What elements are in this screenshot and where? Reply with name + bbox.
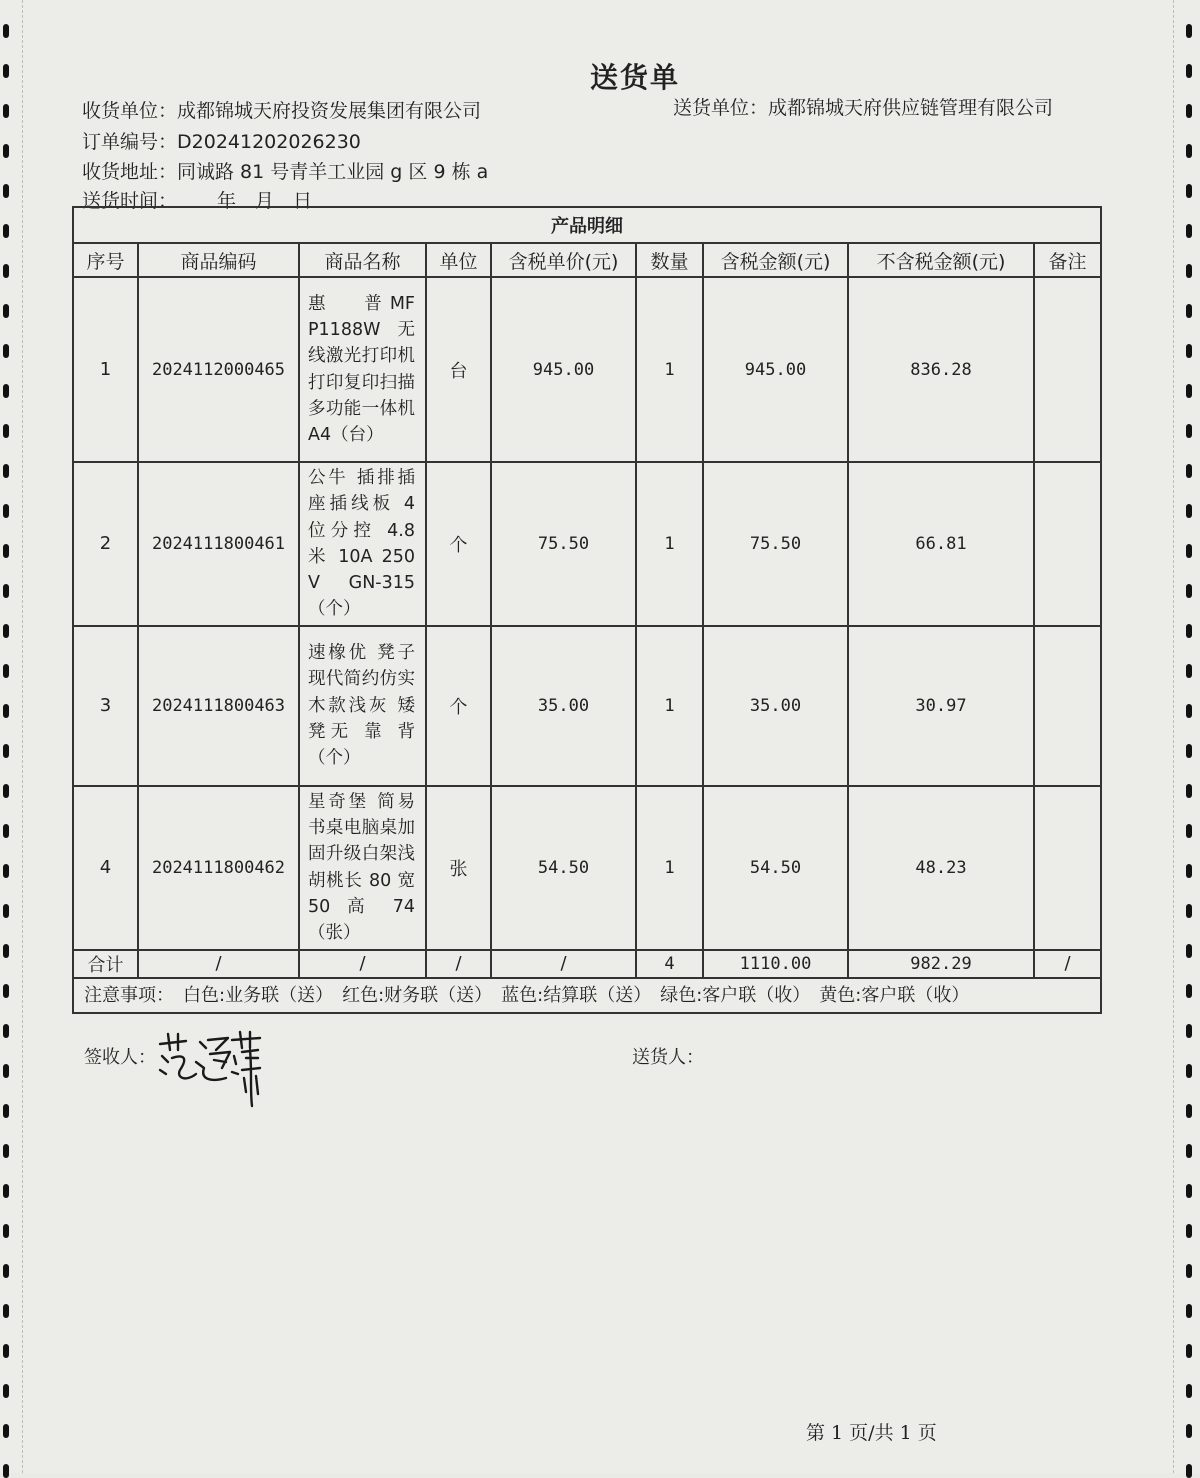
tractor-hole [3, 1024, 9, 1038]
notes-row [73, 978, 1101, 1013]
col-header-qty: 数量 [636, 243, 703, 277]
tractor-hole [3, 984, 9, 998]
tractor-hole [1186, 424, 1192, 438]
tractor-hole [3, 1264, 9, 1278]
tractor-hole [3, 1184, 9, 1198]
col-header-remark: 备注 [1034, 243, 1101, 277]
col-header-no: 序号 [73, 243, 138, 277]
tractor-hole [1186, 1464, 1192, 1478]
tractor-hole [3, 144, 9, 158]
col-header-name: 商品名称 [299, 243, 426, 277]
row-code: 2024111800463 [138, 626, 299, 786]
document-title: 送货单 [589, 61, 680, 94]
delivery-time-value: 年 月 日 [217, 190, 313, 212]
total-label: 合计 [73, 950, 138, 978]
order-label: 订单编号： [82, 131, 178, 153]
row-unit: 个 [426, 462, 491, 626]
row-price: 54.50 [491, 786, 636, 950]
tractor-hole [1186, 1224, 1192, 1238]
tractor-hole [3, 504, 9, 518]
tractor-hole [3, 704, 9, 718]
tractor-hole [3, 224, 9, 238]
row-price: 35.00 [491, 626, 636, 786]
table-row [73, 786, 1101, 950]
tractor-hole [1186, 1184, 1192, 1198]
tractor-hole [1186, 1304, 1192, 1318]
row-price: 945.00 [491, 277, 636, 462]
tractor-hole [1186, 584, 1192, 598]
tractor-hole [1186, 864, 1192, 878]
tractor-hole [3, 184, 9, 198]
address-value: 同诚路 81 号青羊工业园 g 区 9 栋 a [177, 161, 489, 183]
tractor-hole [1186, 304, 1192, 318]
row-unit: 台 [426, 277, 491, 462]
order-number: D20241202026230 [177, 131, 361, 153]
tractor-hole [1186, 1064, 1192, 1078]
tractor-hole [1186, 1144, 1192, 1158]
product-detail-table [72, 206, 1102, 1014]
tractor-hole [1186, 144, 1192, 158]
total-row [73, 950, 1101, 978]
tractor-hole [1186, 544, 1192, 558]
tractor-hole [1186, 184, 1192, 198]
left-tractor-strip [0, 0, 23, 1473]
tractor-hole [1186, 944, 1192, 958]
sender-value: 成都锦城天府供应链管理有限公司 [768, 97, 1054, 119]
row-no: 3 [73, 626, 138, 786]
row-qty: 1 [636, 626, 703, 786]
tractor-hole [3, 824, 9, 838]
tractor-hole [3, 744, 9, 758]
column-header-row [73, 243, 1101, 277]
row-code: 2024111800461 [138, 462, 299, 626]
sender-label: 送货单位： [673, 97, 769, 119]
tractor-hole [1186, 904, 1192, 918]
col-header-amount: 含税金额(元) [703, 243, 848, 277]
total-unit: / [426, 950, 491, 978]
tractor-hole [1186, 264, 1192, 278]
row-name: 公牛 插排插座插线板 4 位分控 4.8 米 10A 250V GN-315（个） [299, 462, 426, 626]
section-title: 产品明细 [73, 207, 1101, 243]
tractor-hole [1186, 824, 1192, 838]
row-qty: 1 [636, 277, 703, 462]
total-remark: / [1034, 950, 1101, 978]
receiver-line [82, 96, 481, 123]
total-qty: 4 [636, 950, 703, 978]
tractor-hole [1186, 744, 1192, 758]
row-unit: 张 [426, 786, 491, 950]
total-name: / [299, 950, 426, 978]
tractor-hole [3, 464, 9, 478]
tractor-hole [3, 1064, 9, 1078]
row-remark [1034, 786, 1101, 950]
table-row [73, 626, 1101, 786]
row-no: 2 [73, 462, 138, 626]
delivery-time-label: 送货时间： [82, 190, 178, 212]
row-unit: 个 [426, 626, 491, 786]
col-header-unit: 单位 [426, 243, 491, 277]
tractor-hole [3, 1464, 9, 1478]
receiver-value: 成都锦城天府投资发展集团有限公司 [177, 100, 482, 122]
tractor-hole [3, 344, 9, 358]
total-price: / [491, 950, 636, 978]
right-tractor-strip [1173, 0, 1200, 1473]
row-code: 2024111800462 [138, 786, 299, 950]
receiver-label: 收货单位： [82, 100, 178, 122]
tractor-hole [3, 1144, 9, 1158]
tractor-hole [3, 1224, 9, 1238]
tractor-hole [1186, 1384, 1192, 1398]
total-net: 982.29 [848, 950, 1034, 978]
tractor-hole [1186, 1024, 1192, 1038]
tractor-hole [3, 1384, 9, 1398]
tractor-hole [3, 264, 9, 278]
row-net: 30.97 [848, 626, 1034, 786]
address-label: 收货地址： [82, 161, 178, 183]
row-net: 66.81 [848, 462, 1034, 626]
row-net: 836.28 [848, 277, 1034, 462]
tractor-hole [3, 104, 9, 118]
tractor-hole [3, 784, 9, 798]
deliverer-label: 送货人： [632, 1047, 704, 1068]
row-amount: 75.50 [703, 462, 848, 626]
tractor-hole [1186, 1424, 1192, 1438]
total-code: / [138, 950, 299, 978]
row-amount: 54.50 [703, 786, 848, 950]
tractor-hole [3, 584, 9, 598]
notes-text: 注意事项： 白色:业务联（送） 红色:财务联（送） 蓝色:结算联（送） 绿色:客户联（收） 黄色:客户联（收） [73, 978, 1101, 1013]
tractor-hole [1186, 664, 1192, 678]
row-amount: 945.00 [703, 277, 848, 462]
row-remark [1034, 626, 1101, 786]
row-remark [1034, 277, 1101, 462]
row-name: 速橡优 凳子现代简约仿实木款浅灰 矮凳无 靠 背（个） [299, 626, 426, 786]
tractor-hole [1186, 104, 1192, 118]
row-qty: 1 [636, 786, 703, 950]
table-row [73, 462, 1101, 626]
tractor-hole [3, 904, 9, 918]
order-line [82, 127, 361, 154]
tractor-hole [3, 1424, 9, 1438]
row-name: 星奇堡 简易书桌电脑桌加固升级白架浅胡桃长 80 宽 50 高 74（张） [299, 786, 426, 950]
tractor-hole [1186, 224, 1192, 238]
page-number: 第 1 页/共 1 页 [806, 1422, 937, 1444]
sender-line [673, 93, 1053, 120]
row-no: 1 [73, 277, 138, 462]
tractor-hole [3, 944, 9, 958]
address-line [82, 157, 488, 184]
handwritten-signature [156, 1028, 266, 1114]
tractor-hole [3, 864, 9, 878]
tractor-hole [3, 1304, 9, 1318]
tractor-hole [1186, 1344, 1192, 1358]
tractor-hole [3, 1344, 9, 1358]
tractor-hole [1186, 784, 1192, 798]
tractor-hole [1186, 384, 1192, 398]
tractor-hole [1186, 1104, 1192, 1118]
tractor-hole [1186, 24, 1192, 38]
col-header-net: 不含税金额(元) [848, 243, 1034, 277]
row-name: 惠 普 MFP1188W 无线激光打印机 打印复印扫描多功能一体机 A4（台） [299, 277, 426, 462]
tractor-hole [1186, 464, 1192, 478]
tractor-hole [3, 384, 9, 398]
col-header-price: 含税单价(元) [491, 243, 636, 277]
col-header-code: 商品编码 [138, 243, 299, 277]
row-qty: 1 [636, 462, 703, 626]
row-code: 2024112000465 [138, 277, 299, 462]
tractor-hole [3, 624, 9, 638]
row-amount: 35.00 [703, 626, 848, 786]
row-net: 48.23 [848, 786, 1034, 950]
tractor-hole [3, 24, 9, 38]
tractor-hole [1186, 704, 1192, 718]
tractor-hole [3, 304, 9, 318]
row-remark [1034, 462, 1101, 626]
signer-label: 签收人： [84, 1047, 156, 1068]
row-no: 4 [73, 786, 138, 950]
tractor-hole [3, 664, 9, 678]
tractor-hole [1186, 624, 1192, 638]
section-header-row [73, 207, 1101, 243]
tractor-hole [3, 544, 9, 558]
row-price: 75.50 [491, 462, 636, 626]
tractor-hole [1186, 984, 1192, 998]
tractor-hole [3, 1104, 9, 1118]
tractor-hole [1186, 504, 1192, 518]
tractor-hole [3, 424, 9, 438]
total-amount: 1110.00 [703, 950, 848, 978]
table-row [73, 277, 1101, 462]
tractor-hole [1186, 1264, 1192, 1278]
tractor-hole [1186, 344, 1192, 358]
